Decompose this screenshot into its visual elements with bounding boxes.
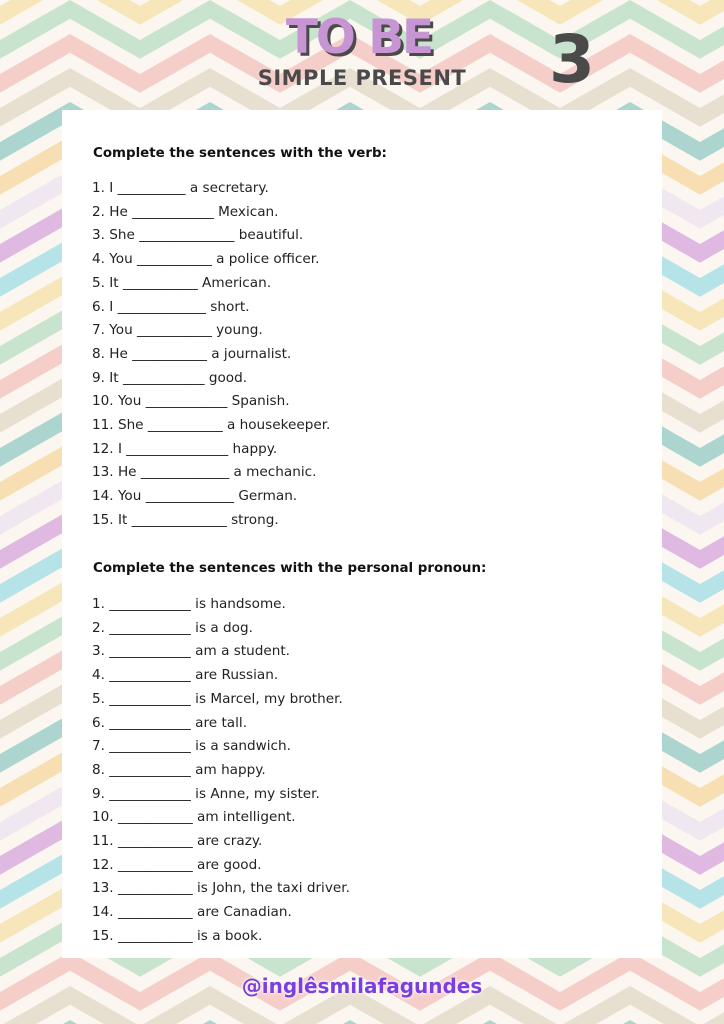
exercise-item: 4. You ___________ a police officer. xyxy=(92,251,320,268)
worksheet-title: TO BE xyxy=(285,10,433,65)
exercise-item: 2. He ____________ Mexican. xyxy=(92,203,279,220)
exercise-item: 15. It ______________ strong. xyxy=(92,511,279,528)
exercise-item: 12. ___________ are good. xyxy=(92,856,262,873)
exercise-item: 5. ____________ is Marcel, my brother. xyxy=(92,690,343,707)
section1-instruction: Complete the sentences with the verb: xyxy=(93,146,387,161)
section2-instruction: Complete the sentences with the personal pronoun: xyxy=(93,561,487,576)
exercise-item: 14. ___________ are Canadian. xyxy=(92,904,292,921)
exercise-item: 13. ___________ is John, the taxi driver. xyxy=(92,880,350,897)
exercise-item: 6. ____________ are tall. xyxy=(92,714,248,731)
exercise-item: 8. ____________ am happy. xyxy=(92,761,266,778)
worksheet-subtitle: SIMPLE PRESENT xyxy=(257,66,467,90)
exercise-item: 14. You _____________ German. xyxy=(92,488,298,505)
exercise-item: 10. You ____________ Spanish. xyxy=(92,393,290,410)
exercise-item: 3. She ______________ beautiful. xyxy=(92,227,304,244)
footer-handle: @inglêsmilafagundes xyxy=(241,974,483,998)
exercise-item: 4. ____________ are Russian. xyxy=(92,667,279,684)
exercise-item: 5. It ___________ American. xyxy=(92,274,272,291)
exercise-item: 12. I _______________ happy. xyxy=(92,440,278,457)
exercise-item: 7. You ___________ young. xyxy=(92,322,263,339)
worksheet-header xyxy=(0,0,724,100)
exercise-item: 2. ____________ is a dog. xyxy=(92,619,253,636)
exercise-item: 9. It ____________ good. xyxy=(92,369,248,386)
exercise-item: 9. ____________ is Anne, my sister. xyxy=(92,785,320,802)
worksheet-sheet xyxy=(62,110,662,958)
exercise-item: 13. He _____________ a mechanic. xyxy=(92,464,317,481)
exercise-item: 3. ____________ am a student. xyxy=(92,643,291,660)
exercise-item: 7. ____________ is a sandwich. xyxy=(92,738,291,755)
exercise-item: 1. ____________ is handsome. xyxy=(92,596,286,612)
exercise-item: 1. I __________ a secretary. xyxy=(92,180,269,196)
exercise-item: 11. ___________ are crazy. xyxy=(92,833,263,849)
exercise-item: 10. ___________ am intelligent. xyxy=(92,809,296,826)
exercise-item: 15. ___________ is a book. xyxy=(92,927,263,944)
exercise-item: 8. He ___________ a journalist. xyxy=(92,345,292,362)
worksheet-number: 3 xyxy=(549,21,595,98)
exercise-item: 6. I _____________ short. xyxy=(92,298,250,315)
exercise-item: 11. She ___________ a housekeeper. xyxy=(92,417,331,433)
